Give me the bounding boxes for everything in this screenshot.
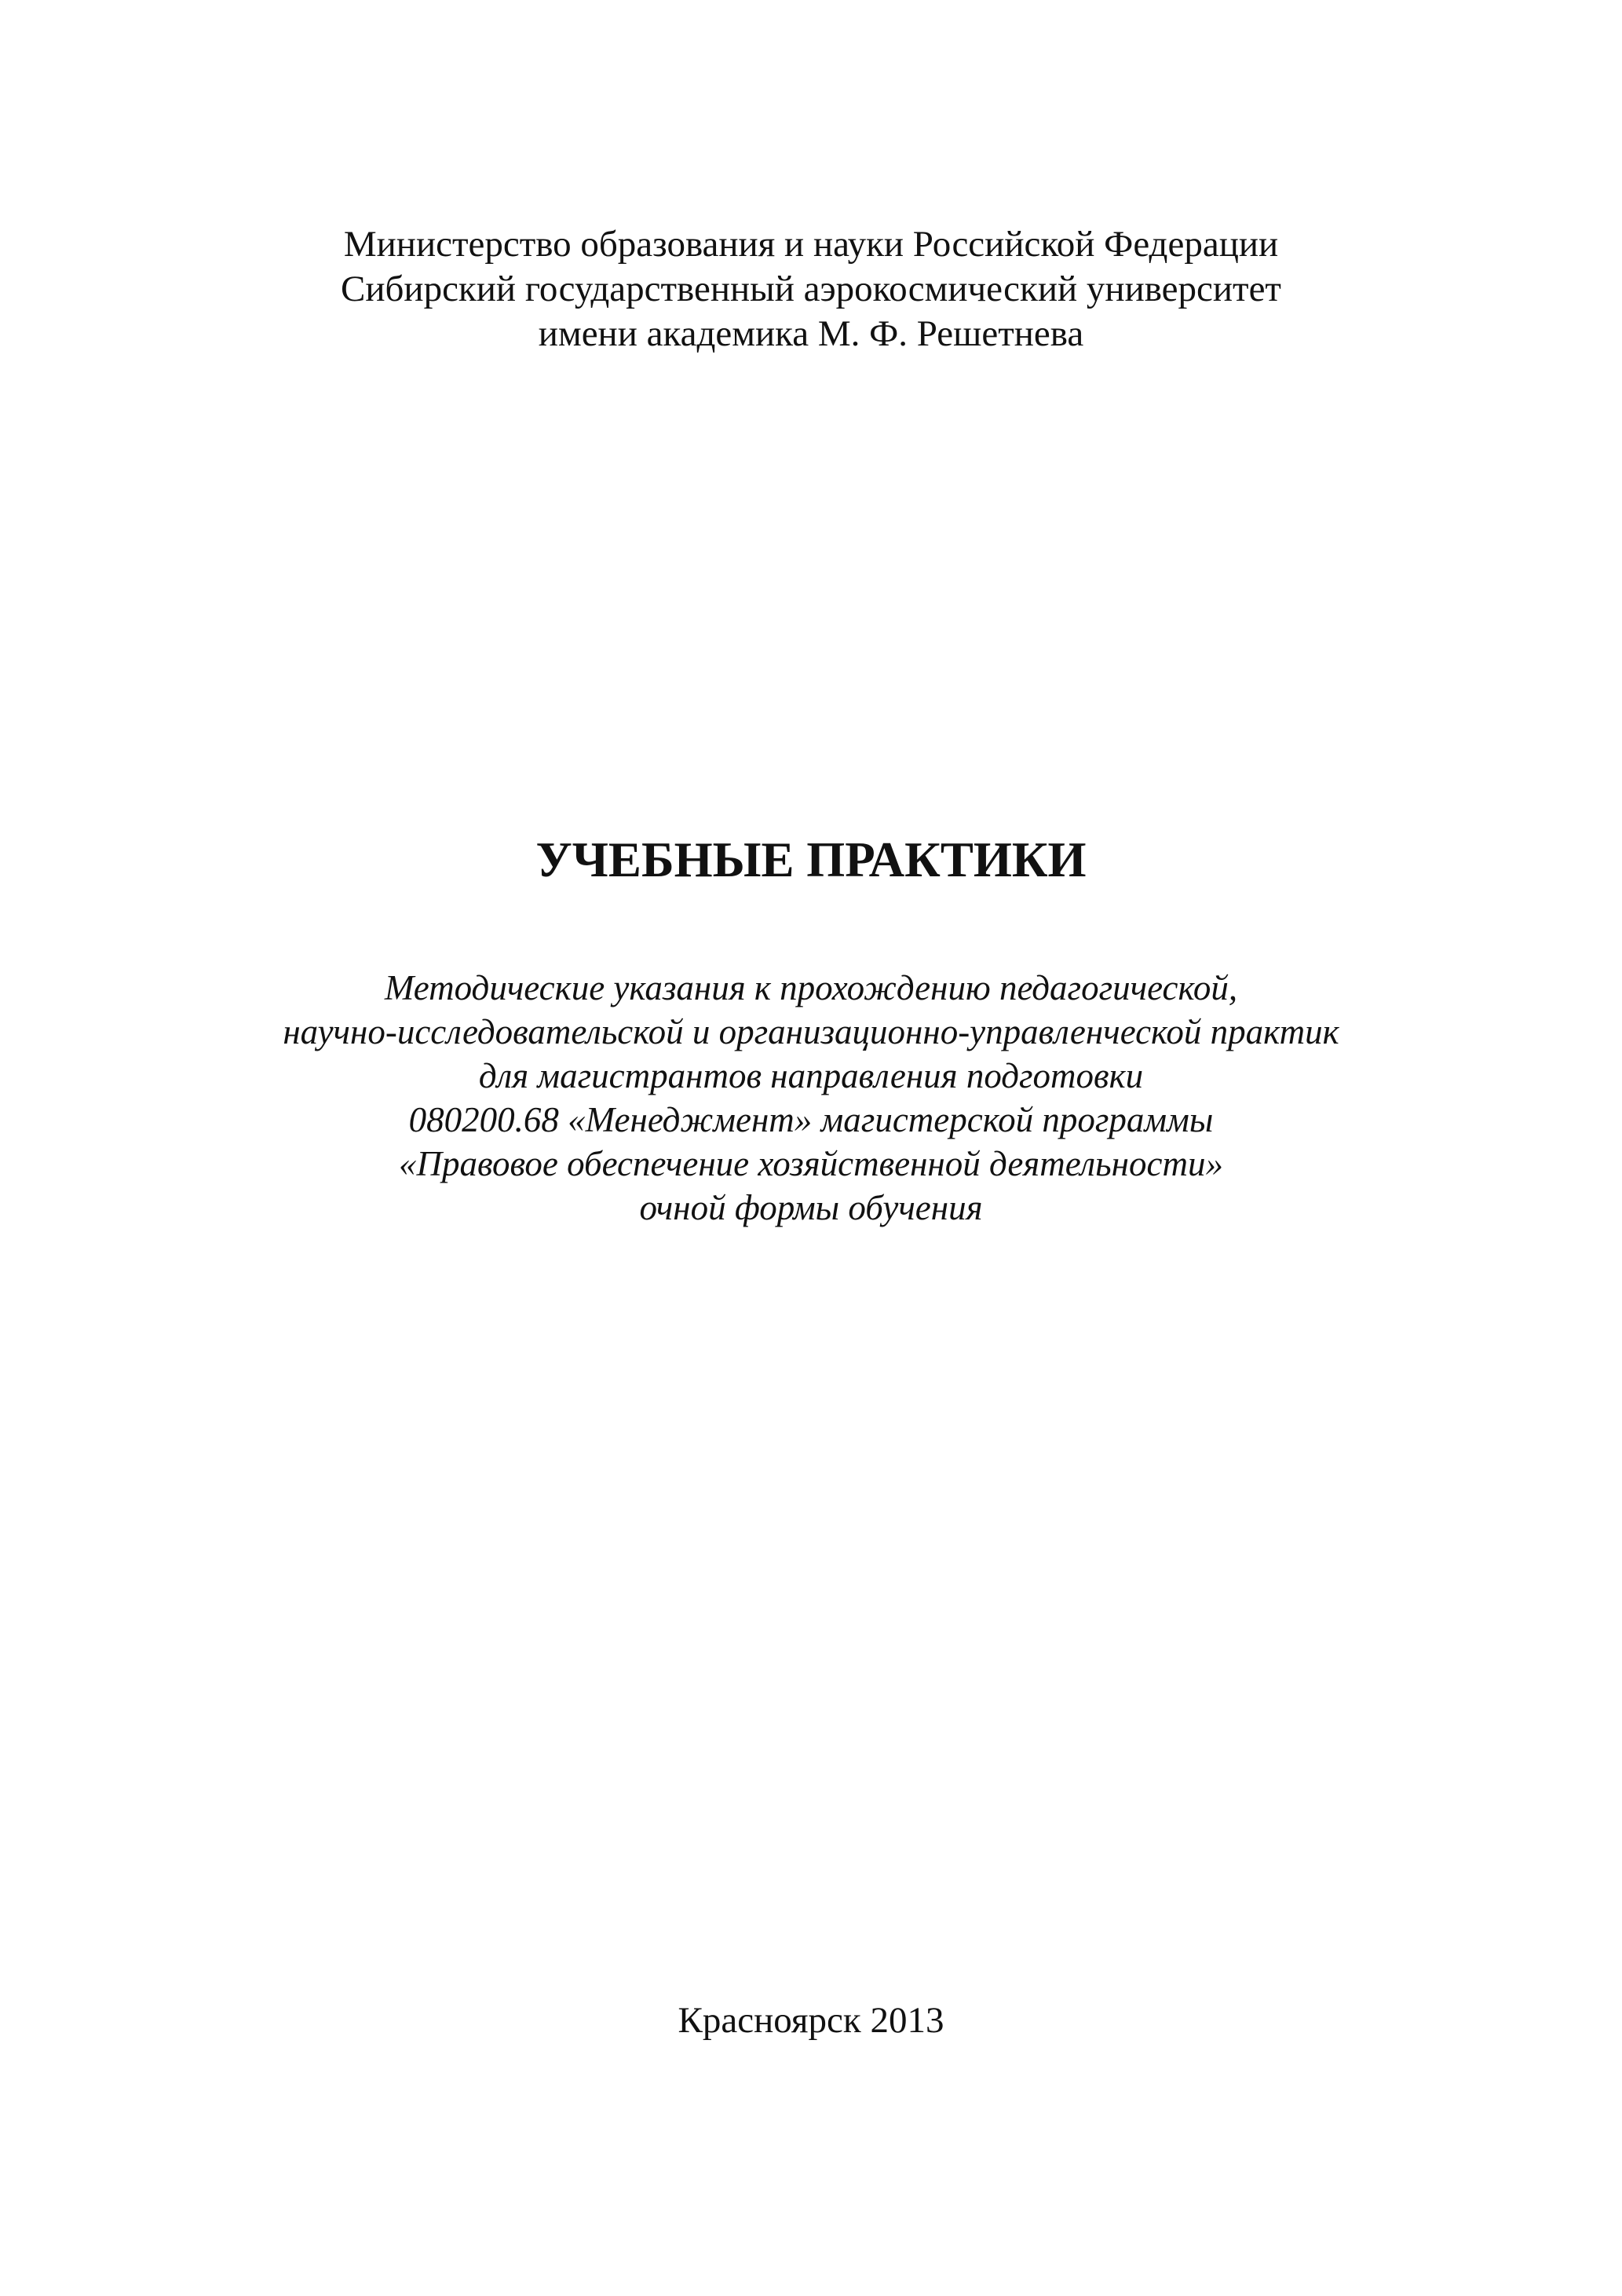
document-subtitle — [0, 966, 1622, 1230]
ministry-line: Министерство образования и науки Российской Федерации — [343, 224, 1279, 265]
subtitle-line: Методические указания к прохождению педагогической, — [384, 968, 1238, 1007]
document-title: УЧЕБНЫЕ ПРАКТИКИ — [535, 832, 1087, 887]
university-line: Сибирский государственный аэрокосмический университет — [341, 269, 1281, 309]
subtitle-line: «Правовое обеспечение хозяйственной деятельности» — [399, 1144, 1223, 1183]
institution-header — [0, 222, 1622, 356]
place-year: Красноярск 2013 — [678, 2000, 944, 2041]
subtitle-line: для магистрантов направления подготовки — [478, 1056, 1144, 1095]
subtitle-line: научно-исследовательской и организационно-управленческой практик — [283, 1012, 1339, 1051]
university-name-line: имени академика М. Ф. Решетнева — [538, 313, 1084, 354]
subtitle-line: очной формы обучения — [639, 1188, 983, 1227]
subtitle-line: 080200.68 «Менеджмент» магистерской программы — [408, 1100, 1214, 1139]
